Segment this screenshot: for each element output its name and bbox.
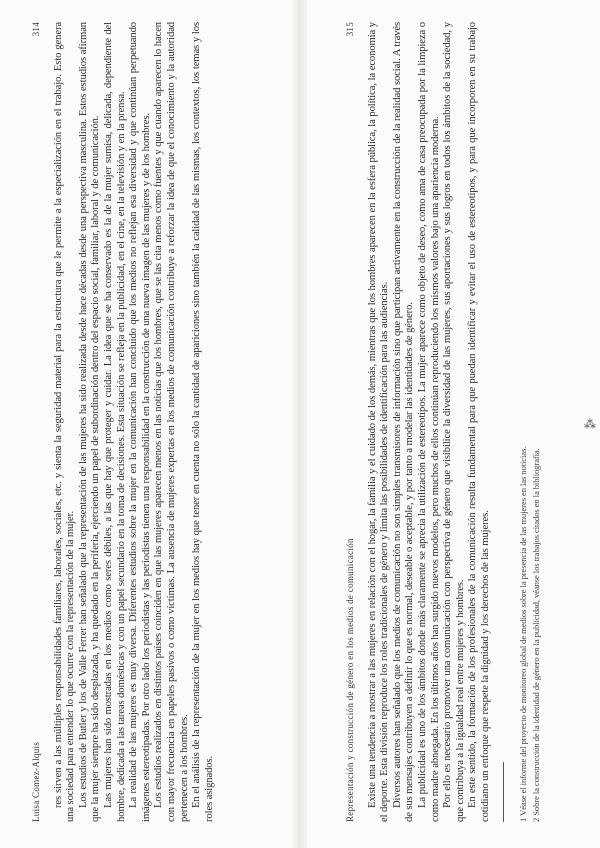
left-paragraph: res sirven a las múltiples responsabilidades familiares, laborales, sociales, etc. y sienta la seguridad material para la estructura que le permite a la especialización en el trabajo. Esto genera una sociedad para entender lo que ocurre con la representación de la mujer. <box>52 22 77 822</box>
right-paragraph: Diversos autores han señalado que los medios de comunicación no son simples transmisores de información sino que participan activamente en la construcción de la realidad social. A través de sus mensajes contribuyen a definir lo que es normal, deseable o aceptable, y por tanto a modelar las identidades de género. <box>391 22 416 822</box>
footnotes <box>518 22 542 822</box>
footnote: 1 Véase el informe del proyecto de monitoreo global de medios sobre la presencia de las mujeres en las noticias. <box>517 446 528 822</box>
left-paragraph: En el análisis de la representación de la mujer en los medios hay que tener en cuenta no sólo la cantidad de apariciones sino también la calidad de las mismas, los contextos, los temas y los roles asignados. <box>191 22 215 822</box>
left-page-number: 314 <box>31 22 41 37</box>
scan-mark-icon: ⁂ <box>584 417 596 431</box>
right-running-head-title: Representación y construcción de género en los medios de comunicación <box>345 538 355 822</box>
left-paragraph: Las mujeres han sido mostradas en los medios como seres débiles, a las que hay que proteger y cuidar. La idea que se ha conservado es la de la mujer sumisa, delicada, dependiente del hombre, dedicada a las tareas domésticas y con un papel secundario en la toma de decisiones. Esta situación se refleja en la publicidad, en el cine, en la televisión y en la prensa. <box>102 22 127 822</box>
left-paragraph: Los estudios realizados en distintos países coinciden en que las mujeres aparecen menos en las noticias que los hombres, que se las cita menos como fuentes y que cuando aparecen lo hacen con mayor frecuencia en papeles pasivos o como víctimas. La ausencia de mujeres expertas en los medios de comunicación contribuye a reforzar la idea de que el conocimiento y la autoridad pertenecen a los hombres. <box>153 22 190 822</box>
right-page-text-block <box>344 22 545 822</box>
left-paragraph: Los estudios de Butler y los de Valle Ferrer han señalado que la representación de las mujeres ha sido realizada desde hace décadas desde una perspectiva masculina. Estos estudios afirman que la mujer siempre ha sido desplazada, y ha quedado en la periferia, ejerciendo un papel de subordinación dentro del espacio social, familiar, laboral y de comunicación. <box>77 22 102 822</box>
right-paragraph: La publicidad es uno de los ámbitos donde más claramente se aprecia la utilización de estereotipos. La mujer aparece como objeto de deseo, como ama de casa preocupada por la limpieza o como madre abnegada. En los últimos años han surgido nuevos modelos, pero muchos de ellos continúan reproduciendo los mismos valores bajo una apariencia moderna. <box>416 22 441 822</box>
right-page <box>300 0 600 848</box>
right-paragraph: Por ello es necesario promover una comunicación con perspectiva de género que visibilice la diversidad de las mujeres, sus aportaciones y sus logros en todos los ámbitos de la sociedad, y que contribuya a la igualdad real entre mujeres y hombres. <box>442 22 466 822</box>
footnote-rule <box>503 762 504 822</box>
right-paragraph: En este sentido, la formación de los profesionales de la comunicación resulta fundamental para que puedan identificar y evitar el uso de estereotipos, y para que incorporen en su trabajo cotidiano un enfoque que respete la dignidad y los derechos de las mujeres. <box>467 22 491 822</box>
left-running-head-title: Luisa Comez-Alquis <box>31 741 41 822</box>
right-paragraph: Existe una tendencia a mostrar a las mujeres en relación con el hogar, la familia y el cuidado de los demás, mientras que los hombres aparecen en la esfera pública, la política, la economía y el deporte. Esta división reproduce los roles tradicionales de género y limita las posibilidades de identificación para las audiencias. <box>366 22 391 822</box>
left-paragraph: La realidad de las mujeres es muy diversa. Diferentes estudios sobre la mujer en la comunicación han concluido que los medios no reflejan esa diversidad y que continúan perpetuando imágenes estereotipadas. Por otro lado los periodistas y las periodistas tienen una responsabilidad en la construcción de una nueva imagen de las mujeres y de los hombres. <box>128 22 152 822</box>
left-running-head <box>30 22 43 822</box>
left-page-text-block <box>30 22 216 822</box>
right-running-head <box>344 22 357 822</box>
footnote: 2 Sobre la construcción de la identidad de género en la publicidad, véanse los trabajos citados en la bibliografía. <box>531 448 542 822</box>
right-page-number: 315 <box>345 22 355 37</box>
